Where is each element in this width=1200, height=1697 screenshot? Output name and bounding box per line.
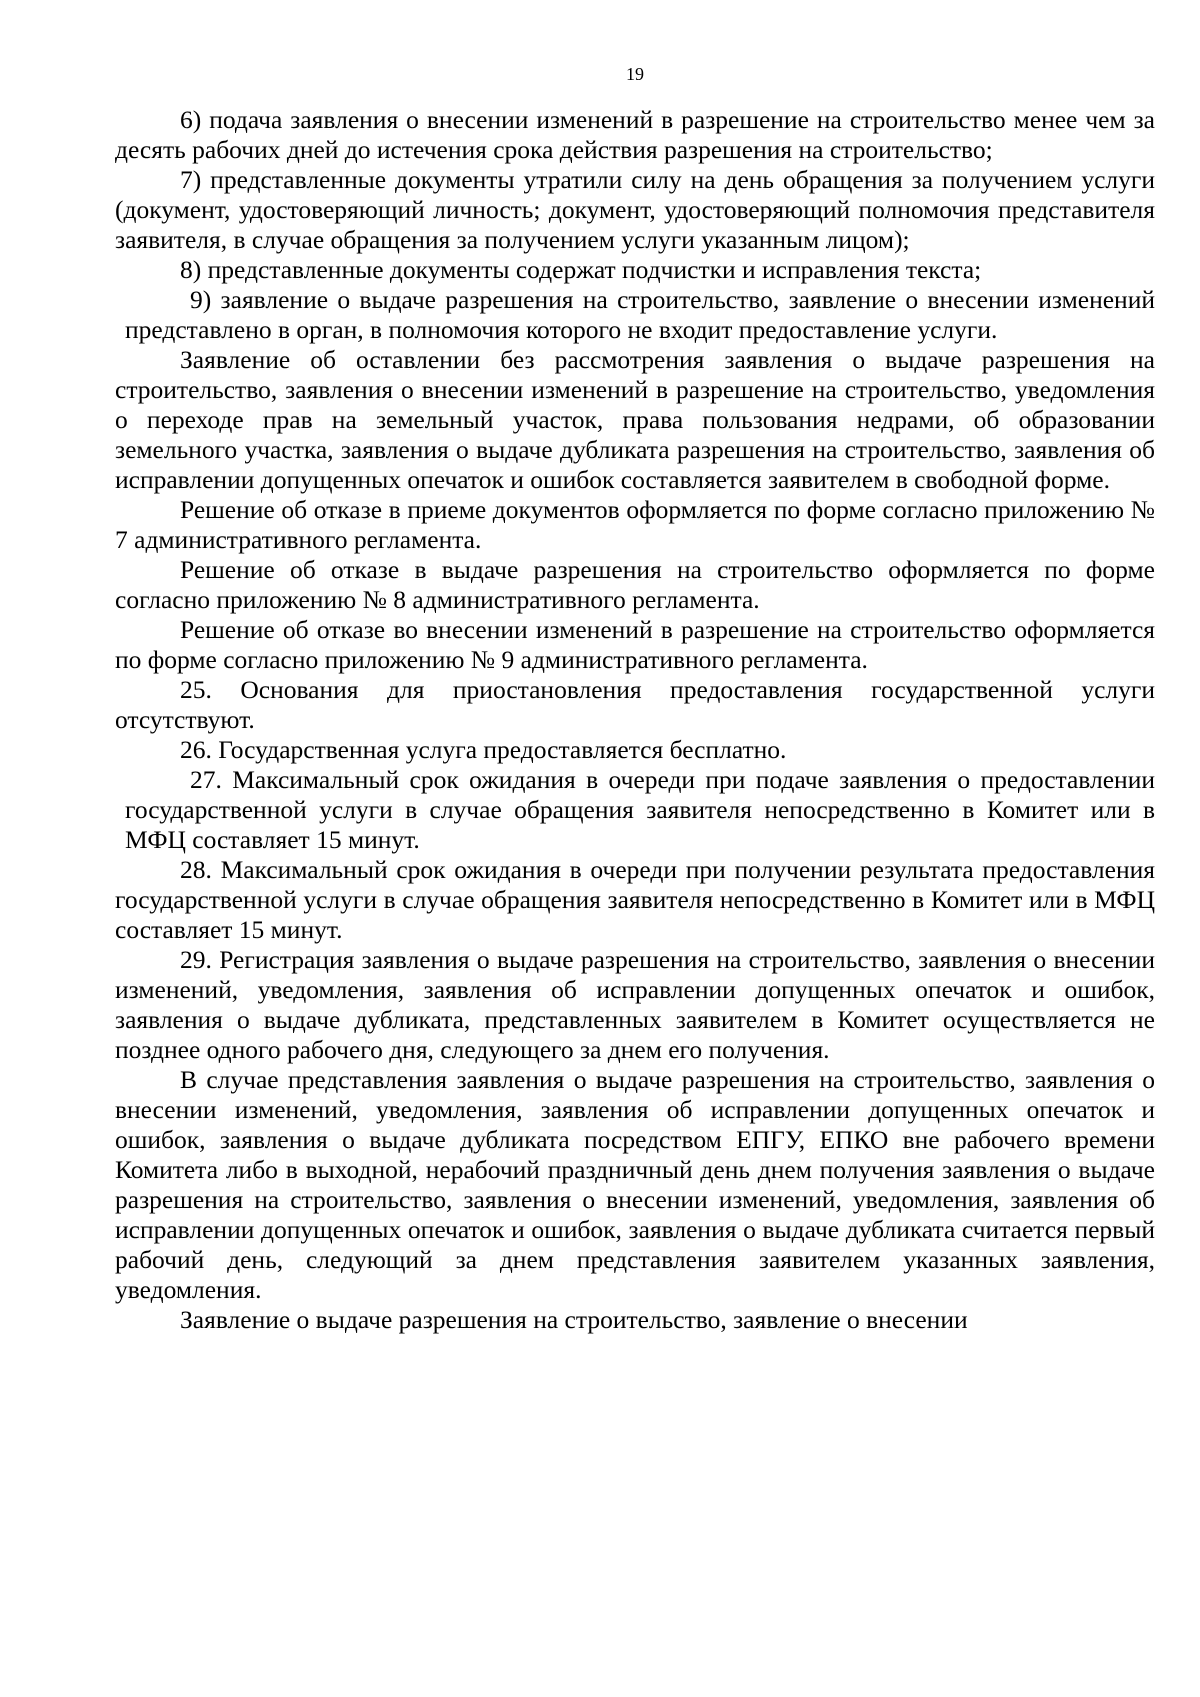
document-body xyxy=(115,105,1155,1335)
paragraph-continued: Заявление о выдаче разрешения на строительство, заявление о внесении xyxy=(180,1305,968,1334)
paragraph-leave-without-review: Заявление об оставлении без рассмотрения заявления о выдаче разрешения на строительство, заявления о внесении изменений в разрешение на строительство, уведомления о переходе прав на земельный участок, права пользования недрами, об образовании земельного участка, заявления о выдаче дубликата разрешения на строительство, заявления об исправлении допущенных опечаток и ошибок составляется заявителем в свободной форме. xyxy=(115,345,1155,494)
paragraph-item-26: 26. Государственная услуга предоставляется бесплатно. xyxy=(180,735,787,764)
paragraph-item-8: 8) представленные документы содержат подчистки и исправления текста; xyxy=(180,255,982,284)
paragraph-refusal-acceptance: Решение об отказе в приеме документов оформляется по форме согласно приложению № 7 административного регламента. xyxy=(115,495,1155,554)
paragraph-item-25: 25. Основания для приостановления предоставления государственной услуги отсутствуют. xyxy=(115,675,1155,734)
paragraph-refusal-permit: Решение об отказе в выдаче разрешения на строительство оформляется по форме согласно приложению № 8 административного регламента. xyxy=(115,555,1155,614)
paragraph-item-29: 29. Регистрация заявления о выдаче разрешения на строительство, заявления о внесении изменений, уведомления, заявления об исправлении допущенных опечаток и ошибок, заявления о выдаче дубликата, представленных заявителем в Комитет осуществляется не позднее одного рабочего дня, следующего за днем его получения. xyxy=(115,945,1155,1064)
paragraph-item-6: 6) подача заявления о внесении изменений в разрешение на строительство менее чем за десять рабочих дней до истечения срока действия разрешения на строительство; xyxy=(115,105,1155,164)
paragraph-item-27: 27. Максимальный срок ожидания в очереди при подаче заявления о предоставлении государственной услуги в случае обращения заявителя непосредственно в Комитет или в МФЦ составляет 15 минут. xyxy=(125,765,1155,854)
paragraph-refusal-amendments: Решение об отказе во внесении изменений в разрешение на строительство оформляется по форме согласно приложению № 9 административного регламента. xyxy=(115,615,1155,674)
paragraph-item-28: 28. Максимальный срок ожидания в очереди при получении результата предоставления государственной услуги в случае обращения заявителя непосредственно в Комитет или в МФЦ составляет 15 минут. xyxy=(115,855,1155,944)
paragraph-item-9: 9) заявление о выдаче разрешения на строительство, заявление о внесении изменений представлено в орган, в полномочия которого не входит предоставление услуги. xyxy=(125,285,1155,344)
page-number: 19 xyxy=(626,64,644,84)
paragraph-registration-outside-hours: В случае представления заявления о выдаче разрешения на строительство, заявления о внесении изменений, уведомления, заявления об исправлении допущенных опечаток и ошибок, заявления о выдаче дубликата посредством ЕПГУ, ЕПКО вне рабочего времени Комитета либо в выходной, нерабочий праздничный день днем получения заявления о выдаче разрешения на строительство, заявления о внесении изменений, уведомления, заявления об исправлении допущенных опечаток и ошибок, заявления о выдаче дубликата считается первый рабочий день, следующий за днем представления заявителем указанных заявления, уведомления. xyxy=(115,1065,1155,1304)
paragraph-item-7: 7) представленные документы утратили силу на день обращения за получением услуги (документ, удостоверяющий личность; документ, удостоверяющий полномочия представителя заявителя, в случае обращения за получением услуги указанным лицом); xyxy=(115,165,1155,254)
